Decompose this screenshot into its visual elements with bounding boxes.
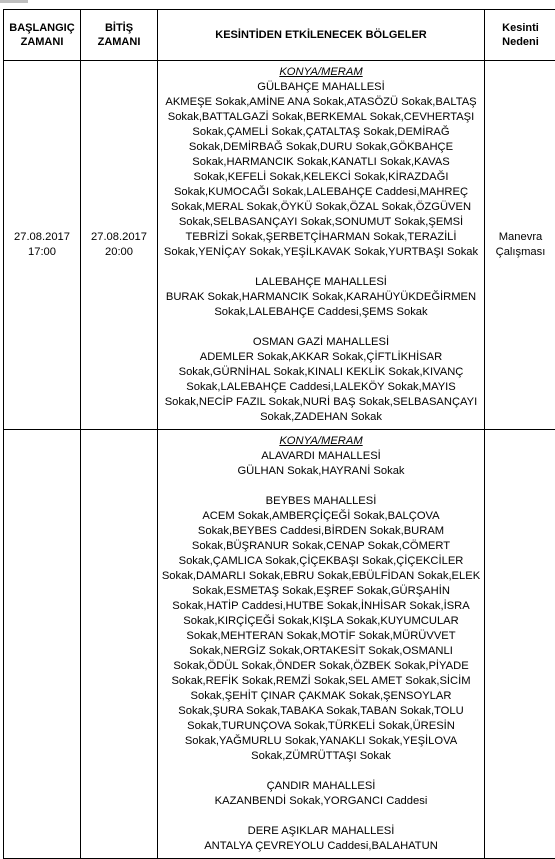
table-row — [4, 430, 555, 859]
reason-cell — [485, 430, 555, 859]
header-end-time — [81, 10, 158, 61]
header-affected-regions — [158, 10, 485, 61]
table-row — [4, 61, 555, 430]
street-list: ADEMLER Sokak,AKKAR Sokak,ÇİFTLİKHİSAR Sokak,GÜRNİHAL Sokak,KINALI KEKLİK Sokak,KIVANÇ Sokak,LALEBAHÇE Caddesi,LALEKÖY Sokak,MAYIS Sokak,NECİP FAZIL Sokak,NURİ BAŞ Sokak,SELBASANÇAYI Sokak,ZADEHAN Sokak — [160, 350, 482, 425]
end-time-cell — [81, 61, 158, 430]
header-reason-label: Kesinti Nedeni — [502, 22, 539, 48]
street-list: GÜLHAN Sokak,HAYRANİ Sokak — [160, 464, 482, 479]
mahalle-block — [160, 824, 482, 854]
top-edge-mark — [0, 0, 28, 3]
end-time-cell — [81, 430, 158, 859]
district-name: KONYA/MERAM — [160, 65, 482, 80]
start-time-cell — [4, 430, 81, 859]
mahalle-block — [160, 449, 482, 479]
street-list: AKMEŞE Sokak,AMİNE ANA Sokak,ATASÖZÜ Sokak,BALTAŞ Sokak,BATTALGAZİ Sokak,BERKEMAL Sokak,CEVHERTAŞI Sokak,ÇAMELİ Sokak,ÇATALTAŞ Sokak,DEMİRAĞ Sokak,DEMİRBAĞ Sokak,DURU Sokak,GÖKBAHÇE Sokak,HARMANCIK Sokak,KANATLI Sokak,KAVAS Sokak,KEFELİ Sokak,KELEKCİ Sokak,KİRAZDAĞI Sokak,KUMOCAĞI Sokak,LALEBAHÇE Caddesi,MAHREÇ Sokak,MERAL Sokak,ÖYKÜ Sokak,ÖZAL Sokak,ÖZGÜVEN Sokak,SELBASANÇAYI Sokak,SONUMUT Sokak,ŞEMSİ TEBRİZİ Sokak,ŞERBETÇİHARMAN Sokak,TERAZİLİ Sokak,YENİÇAY Sokak,YEŞİLKAVAK Sokak,YURTBAŞI Sokak — [160, 95, 482, 260]
street-list: KAZANBENDİ Sokak,YORGANCI Caddesi — [160, 794, 482, 809]
mahalle-name: DERE AŞIKLAR MAHALLESİ — [160, 824, 482, 839]
header-start-time — [4, 10, 81, 61]
street-list: ACEM Sokak,AMBERÇİÇEĞİ Sokak,BALÇOVA Sokak,BEYBES Caddesi,BİRDEN Sokak,BURAM Sokak,BÜŞRANUR Sokak,CENAP Sokak,CÖMERT Sokak,ÇAMLICA Sokak,ÇİÇEKBAŞI Sokak,ÇİÇEKCİLER Sokak,DAMARLI Sokak,EBRU Sokak,EBÜLFİDAN Sokak,ELEK Sokak,ESMETAŞ Sokak,EŞREF Sokak,GÜRŞAHİN Sokak,HATİP Caddesi,HUTBE Sokak,İNHİSAR Sokak,İSRA Sokak,KIRÇİÇEĞİ Sokak,KIŞLA Sokak,KUYUMCULAR Sokak,MEHTERAN Sokak,MOTİF Sokak,MÜRÜVVET Sokak,NERGİZ Sokak,ORTAKESİT Sokak,OSMANLI Sokak,ÖDÜL Sokak,ÖNDER Sokak,ÖZBEK Sokak,PİYADE Sokak,REFİK Sokak,REMZİ Sokak,SEL AMET Sokak,SİCİM Sokak,ŞEHİT ÇINAR ÇAKMAK Sokak,ŞENSOYLAR Sokak,ŞURA Sokak,TABAKA Sokak,TABAN Sokak,TOLU Sokak,TURUNÇOVA Sokak,TÜRKELİ Sokak,ÜRESİN Sokak,YAĞMURLU Sokak,YANAKLI Sokak,YEŞİLOVA Sokak,ZÜMRÜTTAŞI Sokak — [160, 509, 482, 764]
mahalle-name: ÇANDIR MAHALLESİ — [160, 779, 482, 794]
regions-cell — [158, 430, 485, 859]
outage-table — [3, 9, 555, 859]
mahalle-name: OSMAN GAZİ MAHALLESİ — [160, 335, 482, 350]
mahalle-block — [160, 494, 482, 764]
district-name: KONYA/MERAM — [160, 434, 482, 449]
outage-reason: Manevra Çalışması — [496, 231, 546, 258]
header-end-label: BİTİŞ ZAMANI — [98, 22, 141, 48]
header-regions-label: KESİNTİDEN ETKİLENECEK BÖLGELER — [215, 29, 426, 41]
start-time: 27.08.2017 17:00 — [14, 231, 70, 258]
header-start-label: BAŞLANGIÇ ZAMANI — [9, 22, 74, 48]
end-time: 27.08.2017 20:00 — [91, 231, 147, 258]
outage-table-page — [3, 9, 552, 859]
street-list: BURAK Sokak,HARMANCIK Sokak,KARAHÜYÜKDEĞİRMEN Sokak,LALEBAHÇE Caddesi,ŞEMS Sokak — [160, 290, 482, 320]
mahalle-block — [160, 779, 482, 809]
mahalle-block — [160, 335, 482, 425]
header-row — [4, 10, 555, 61]
mahalle-name: LALEBAHÇE MAHALLESİ — [160, 275, 482, 290]
start-time-cell — [4, 61, 81, 430]
mahalle-block — [160, 275, 482, 320]
regions-cell — [158, 61, 485, 430]
mahalle-name: ALAVARDI MAHALLESİ — [160, 449, 482, 464]
street-list: ANTALYA ÇEVREYOLU Caddesi,BALAHATUN — [160, 839, 482, 854]
mahalle-name: GÜLBAHÇE MAHALLESİ — [160, 80, 482, 95]
reason-cell — [485, 61, 555, 430]
header-outage-reason — [485, 10, 555, 61]
mahalle-name: BEYBES MAHALLESİ — [160, 494, 482, 509]
mahalle-block — [160, 80, 482, 260]
